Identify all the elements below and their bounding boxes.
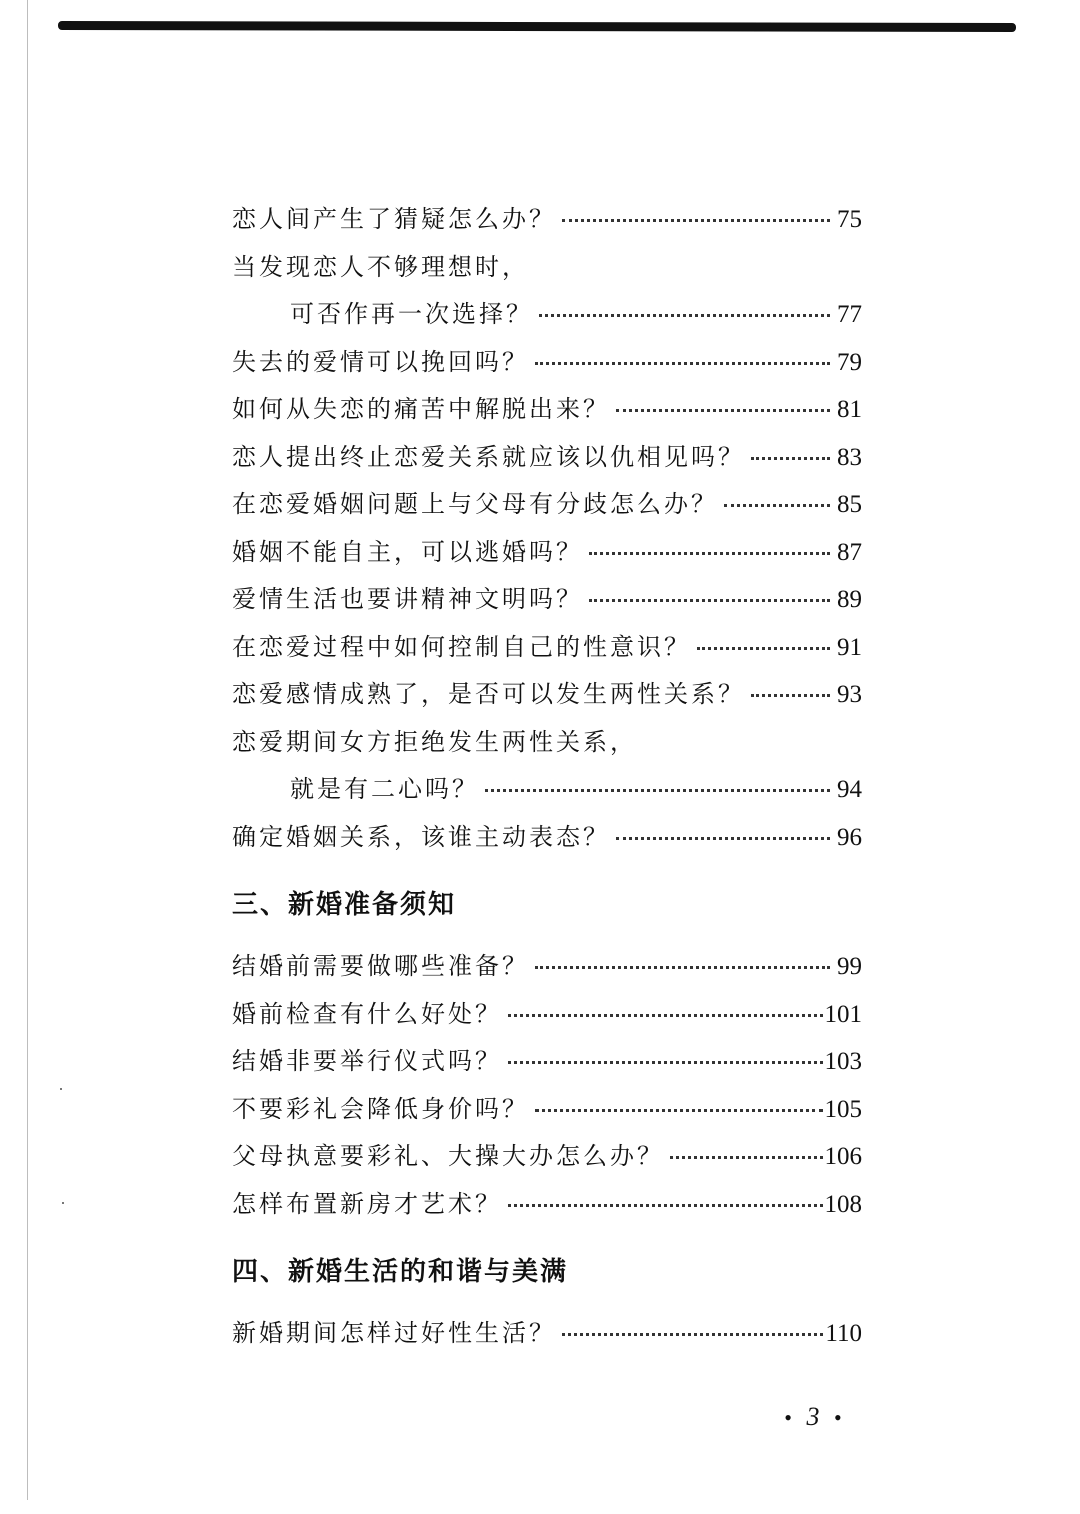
toc-entry-title: 恋爱期间女方拒绝发生两性关系， — [232, 727, 637, 756]
toc-entry[interactable] — [232, 624, 862, 672]
bullet-icon: • — [834, 1405, 846, 1430]
toc-entry-page: 79 — [837, 348, 862, 376]
toc-entry-title: 结婚前需要做哪些准备？ — [232, 952, 529, 980]
toc-entry-page: 101 — [824, 1000, 862, 1028]
toc-leader-dots — [589, 599, 830, 602]
page-number-value: 3 — [806, 1402, 824, 1431]
toc-entry-page: 103 — [824, 1048, 862, 1075]
scan-speck — [60, 1088, 62, 1090]
toc-entry-title: 新婚期间怎样过好性生活？ — [232, 1319, 556, 1347]
page-number — [760, 1402, 870, 1432]
toc-leader-dots — [589, 552, 830, 555]
toc-entry-page: 77 — [837, 301, 862, 328]
section-spacer — [232, 1228, 862, 1248]
toc-entry[interactable] — [232, 244, 862, 292]
toc-leader-dots — [616, 409, 830, 412]
toc-entry-page: 91 — [837, 633, 862, 661]
toc-entry[interactable] — [232, 434, 862, 482]
section-spacer — [232, 929, 862, 943]
toc-leader-dots — [535, 362, 830, 365]
toc-leader-dots — [697, 647, 830, 650]
section-heading[interactable]: 三、新婚准备须知 — [232, 890, 457, 920]
toc-leader-dots — [535, 966, 830, 969]
toc-entry-title: 在恋爱婚姻问题上与父母有分歧怎么办？ — [232, 490, 718, 518]
bullet-icon: • — [784, 1405, 796, 1430]
toc-leader-dots — [508, 1061, 823, 1064]
toc-entry-title: 如何从失恋的痛苦中解脱出来？ — [232, 395, 610, 423]
toc-entry-title: 婚前检查有什么好处？ — [232, 999, 502, 1028]
toc-entry[interactable] — [232, 1181, 862, 1229]
toc-leader-dots — [670, 1156, 823, 1159]
toc-leader-dots — [562, 1333, 823, 1336]
toc-entry[interactable] — [232, 339, 862, 387]
toc-leader-dots — [751, 457, 830, 460]
toc-entry-title: 婚姻不能自主，可以逃婚吗？ — [232, 537, 583, 566]
toc-entry[interactable] — [232, 196, 862, 244]
toc-entry-title: 结婚非要举行仪式吗？ — [232, 1047, 502, 1075]
header-rule — [58, 21, 1016, 32]
toc-entry-title: 失去的爱情可以挽回吗？ — [232, 347, 529, 376]
toc-entry[interactable] — [232, 1133, 862, 1181]
toc-entry[interactable] — [232, 529, 862, 577]
scan-speck — [62, 1202, 64, 1204]
table-of-contents — [232, 196, 862, 1358]
toc-entry-title: 不要彩礼会降低身价吗？ — [232, 1094, 529, 1123]
toc-entry-page: 85 — [837, 491, 862, 518]
toc-entry-title: 可否作再一次选择？ — [290, 300, 533, 328]
toc-entry-page: 99 — [837, 953, 862, 980]
section-spacer — [232, 861, 862, 881]
toc-leader-dots — [751, 694, 830, 697]
toc-entry-page: 105 — [824, 1095, 862, 1123]
toc-entry[interactable] — [232, 671, 862, 719]
toc-entry-page: 93 — [837, 681, 862, 708]
toc-leader-dots — [616, 837, 830, 840]
toc-entry[interactable] — [232, 1038, 862, 1086]
toc-entry-title: 恋人提出终止恋爱关系就应该以仇相见吗？ — [232, 442, 745, 471]
toc-entry-title: 在恋爱过程中如何控制自己的性意识？ — [232, 632, 691, 661]
toc-leader-dots — [562, 219, 830, 222]
toc-entry-page: 89 — [837, 586, 862, 613]
toc-entry-title: 爱情生活也要讲精神文明吗？ — [232, 585, 583, 613]
toc-entry[interactable] — [232, 481, 862, 529]
toc-leader-dots — [535, 1109, 823, 1112]
toc-entry[interactable] — [232, 1310, 862, 1358]
toc-leader-dots — [508, 1204, 823, 1207]
toc-entry-title: 就是有二心吗？ — [290, 775, 479, 803]
toc-leader-dots — [508, 1014, 823, 1017]
toc-entry[interactable] — [232, 766, 862, 814]
toc-entry[interactable] — [232, 576, 862, 624]
toc-entry[interactable] — [232, 719, 862, 767]
toc-entry-title: 当发现恋人不够理想时， — [232, 252, 529, 281]
toc-leader-dots — [724, 504, 830, 507]
toc-entry-title: 父母执意要彩礼、大操大办怎么办？ — [232, 1142, 664, 1170]
toc-entry[interactable] — [232, 291, 862, 339]
toc-entry[interactable] — [232, 1086, 862, 1134]
section-heading[interactable]: 四、新婚生活的和谐与美满 — [232, 1257, 569, 1287]
toc-leader-dots — [485, 789, 830, 792]
toc-entry-title: 确定婚姻关系，该谁主动表态？ — [232, 822, 610, 851]
toc-entry[interactable] — [232, 943, 862, 991]
toc-entry[interactable] — [232, 386, 862, 434]
toc-entry-page: 106 — [824, 1143, 862, 1170]
section-spacer — [232, 1296, 862, 1310]
toc-entry-page: 87 — [837, 538, 862, 566]
toc-entry[interactable] — [232, 814, 862, 862]
toc-entry-page: 94 — [837, 776, 862, 803]
toc-entry-title: 恋爱感情成熟了，是否可以发生两性关系？ — [232, 680, 745, 708]
page-left-edge — [27, 0, 28, 1500]
toc-entry-title: 怎样布置新房才艺术？ — [232, 1189, 502, 1218]
toc-entry-page: 81 — [837, 396, 862, 423]
toc-entry-title: 恋人间产生了猜疑怎么办？ — [232, 205, 556, 233]
toc-entry-page: 75 — [837, 206, 862, 233]
toc-entry-page: 96 — [837, 823, 862, 851]
toc-entry-page: 110 — [825, 1320, 862, 1347]
toc-entry-page: 83 — [837, 443, 862, 471]
toc-entry-page: 108 — [824, 1190, 862, 1218]
toc-leader-dots — [539, 314, 830, 317]
toc-entry[interactable] — [232, 991, 862, 1039]
